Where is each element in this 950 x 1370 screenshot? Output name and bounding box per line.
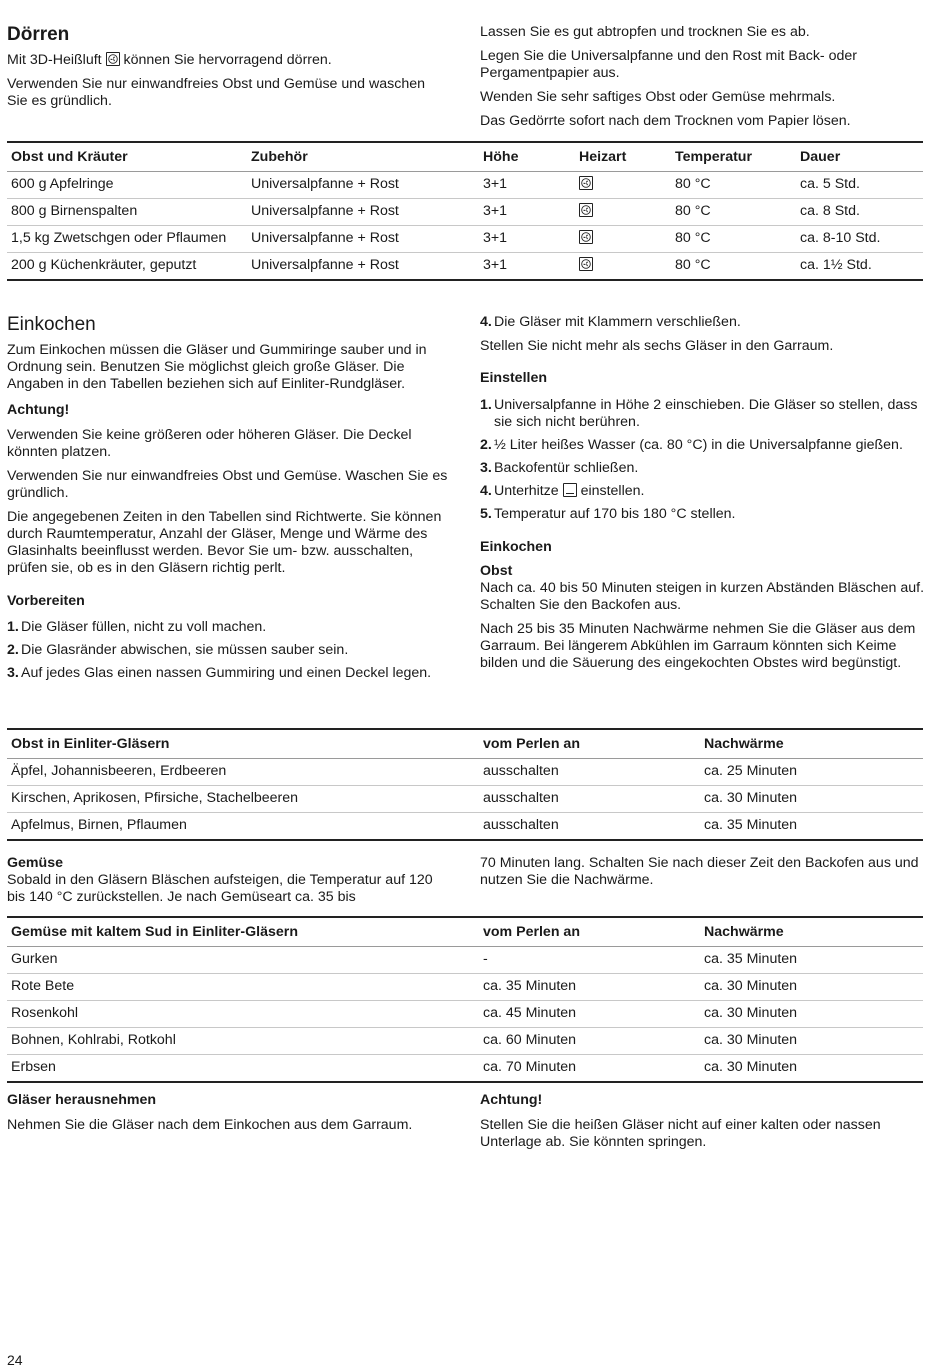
- list-text: Temperatur auf 170 bis 180 °C stellen.: [494, 506, 736, 522]
- einkochen-title: Einkochen: [7, 314, 96, 335]
- th-zubehoer: Zubehör: [247, 142, 479, 172]
- table-cell: 80 °C: [671, 172, 796, 199]
- table-row: [7, 199, 923, 226]
- achtung2-p: Stellen Sie die heißen Gläser nicht auf einer kalten oder nassen Unterlage ab. Sie könnten springen.: [480, 1117, 881, 1150]
- list-number: 4.: [480, 483, 492, 499]
- list-text-before: Unterhitze: [494, 483, 559, 499]
- table-cell: Universalpfanne + Rost: [247, 172, 479, 199]
- obst-table: [7, 728, 923, 841]
- table-cell: ca. 30 Minuten: [700, 974, 923, 1001]
- table-cell: 80 °C: [671, 226, 796, 253]
- list-item: [480, 397, 925, 431]
- table-cell: 1,5 kg Zwetschgen oder Pflaumen: [7, 226, 247, 253]
- table-cell: [575, 199, 671, 226]
- table-cell: 800 g Birnenspalten: [7, 199, 247, 226]
- table-cell: ca. 30 Minuten: [704, 1059, 798, 1075]
- table-cell: ausschalten: [479, 786, 700, 813]
- doerren-right: [480, 24, 925, 137]
- table-row: [7, 974, 923, 1001]
- einkochen-right: [480, 314, 925, 679]
- einstellen-title: Einstellen: [480, 370, 548, 386]
- achtung-p3: Die angegebenen Zeiten in den Tabellen sind Richtwerte. Sie können durch Raumtemperatur, Anzahl der Gläser, Menge und Wärme des Glasinhalts beeinflusst werden. Bevor Sie um- bzw. ausschalten, prüfen sie, ob es in den Gläsern richtig perlt.: [7, 509, 442, 576]
- doerren-p1-after: können Sie hervorragend dörren.: [123, 52, 332, 68]
- table-cell: 80 °C: [675, 257, 711, 273]
- list-text: Universalpfanne in Höhe 2 einschieben. Die Gläser so stellen, dass sie sich nicht berühren.: [494, 397, 918, 430]
- table-cell: 80 °C: [671, 199, 796, 226]
- doerren-left: [7, 24, 447, 117]
- list-item: [7, 642, 452, 659]
- list-item: [480, 483, 925, 500]
- table-row: [7, 759, 923, 786]
- table-cell: Gurken: [7, 947, 479, 974]
- table-row: [7, 1028, 923, 1055]
- doerren-right-p2: Legen Sie die Universalpfanne und den Rost mit Back- oder Pergamentpapier aus.: [480, 48, 857, 81]
- table-cell: [575, 253, 671, 281]
- table-cell: Apfelmus, Birnen, Pflaumen: [11, 817, 187, 833]
- th-obst: Obst in Einliter-Gläsern: [7, 729, 479, 759]
- doerren-right-p3: Wenden Sie sehr saftiges Obst oder Gemüse mehrmals.: [480, 89, 836, 105]
- list-item: [480, 506, 925, 523]
- table-cell: ca. 35 Minuten: [700, 947, 923, 974]
- table-cell: 3+1: [483, 257, 508, 273]
- table-cell: Universalpfanne + Rost: [247, 226, 479, 253]
- table-row: [7, 253, 923, 281]
- table-cell: 3+1: [479, 199, 575, 226]
- einkochen-sub-title: Einkochen: [480, 539, 552, 555]
- list-item: [480, 314, 925, 331]
- list-item: [7, 665, 452, 682]
- table-row: [7, 1001, 923, 1028]
- achtung-p1: Verwenden Sie keine größeren oder höheren Gläser. Die Deckel könnten platzen.: [7, 427, 412, 460]
- einkochen-left: [7, 314, 452, 688]
- list-text: Auf jedes Glas einen nassen Gummiring und einen Deckel legen.: [21, 665, 432, 681]
- gemuese-p-right: 70 Minuten lang. Schalten Sie nach dieser Zeit den Backofen aus und nutzen Sie die Nachwärme.: [480, 855, 919, 888]
- table-cell: ca. 5 Std.: [796, 172, 923, 199]
- th-heizart: Heizart: [575, 142, 671, 172]
- list-number: 5.: [480, 506, 492, 522]
- table-cell: [575, 226, 671, 253]
- table-cell: ca. 30 Minuten: [700, 786, 923, 813]
- table-cell: Universalpfanne + Rost: [247, 199, 479, 226]
- herausnehmen-title: Gläser herausnehmen: [7, 1092, 157, 1108]
- obst-p1: Nach ca. 40 bis 50 Minuten steigen in kurzen Abständen Bläschen auf. Schalten Sie den Backofen aus.: [480, 580, 925, 613]
- table-cell: 3+1: [479, 226, 575, 253]
- einkochen-intro: Zum Einkochen müssen die Gläser und Gummiringe sauber und in Ordnung sein. Benutzen Sie möglichst gleich große Gläser. Die Angaben in den Tabellen beziehen sich auf Einliter-Rundgläser.: [7, 342, 427, 392]
- table-row: [7, 226, 923, 253]
- achtung2-section: [480, 1092, 925, 1158]
- table-cell: ca. 45 Minuten: [479, 1001, 700, 1028]
- table-cell: Bohnen, Kohlrabi, Rotkohl: [7, 1028, 479, 1055]
- bottom-heat-icon: [563, 483, 577, 497]
- doerren-title: Dörren: [7, 24, 70, 45]
- list-text: Backofentür schließen.: [494, 460, 639, 476]
- achtung-p2: Verwenden Sie nur einwandfreies Obst und Gemüse. Waschen Sie es gründlich.: [7, 468, 448, 501]
- table-cell: 200 g Küchenkräuter, geputzt: [11, 257, 197, 273]
- doerren-right-p4: Das Gedörrte sofort nach dem Trocknen vom Papier lösen.: [480, 113, 851, 129]
- fan-icon: [579, 203, 593, 217]
- th-gemuese: Gemüse mit kaltem Sud in Einliter-Gläsern: [7, 917, 479, 947]
- table-cell: ca. 25 Minuten: [700, 759, 923, 786]
- table-row: [7, 947, 923, 974]
- table-row: [7, 1055, 923, 1083]
- th-dauer: Dauer: [796, 142, 923, 172]
- list-item: [480, 460, 925, 477]
- list-number: 1.: [480, 397, 492, 413]
- doerren-right-p1: Lassen Sie es gut abtropfen und trocknen Sie es ab.: [480, 24, 810, 40]
- list-text: Die Gläser mit Klammern verschließen.: [494, 314, 741, 330]
- doerren-p2: Verwenden Sie nur einwandfreies Obst und Gemüse und waschen Sie es gründlich.: [7, 76, 425, 109]
- list-text: [494, 483, 925, 500]
- th-hoehe: Höhe: [479, 142, 575, 172]
- list-number: 2.: [480, 437, 492, 453]
- th-obst-kraeuter: Obst und Kräuter: [7, 142, 247, 172]
- th-nachwaerme: Nachwärme: [700, 917, 923, 947]
- table-cell: Universalpfanne + Rost: [251, 257, 399, 273]
- table-cell: ca. 35 Minuten: [479, 974, 700, 1001]
- fan-icon: [579, 257, 593, 271]
- table-cell: ca. 60 Minuten: [479, 1028, 700, 1055]
- gemuese-left: [7, 855, 452, 913]
- table-cell: 600 g Apfelringe: [7, 172, 247, 199]
- fan-icon: [579, 230, 593, 244]
- gemuese-right: [480, 855, 925, 896]
- list-number: 2.: [7, 642, 19, 658]
- obst-title: Obst: [480, 563, 513, 579]
- table-cell: -: [479, 947, 700, 974]
- vorbereiten-title: Vorbereiten: [7, 593, 85, 609]
- doerren-table: [7, 141, 923, 281]
- table-cell: ca. 1½ Std.: [800, 257, 872, 273]
- max-glasses-note: Stellen Sie nicht mehr als sechs Gläser in den Garraum.: [480, 338, 834, 354]
- th-vom-perlen-an: vom Perlen an: [479, 729, 700, 759]
- list-number: 3.: [7, 665, 19, 681]
- achtung2-title: Achtung!: [480, 1092, 543, 1108]
- list-item: [480, 437, 925, 454]
- list-text: Die Glasränder abwischen, sie müssen sauber sein.: [21, 642, 349, 658]
- th-temperatur: Temperatur: [671, 142, 796, 172]
- table-cell: ausschalten: [479, 759, 700, 786]
- table-cell: Äpfel, Johannisbeeren, Erdbeeren: [7, 759, 479, 786]
- table-cell: Rosenkohl: [7, 1001, 479, 1028]
- table-row: [7, 813, 923, 841]
- table-header-row: [7, 142, 923, 172]
- gemuese-title: Gemüse: [7, 855, 63, 871]
- gemuese-p-left: Sobald in den Gläsern Bläschen aufsteigen, die Temperatur auf 120 bis 140 °C zurückstellen. Je nach Gemüseart ca. 35 bis: [7, 872, 433, 905]
- table-row: [7, 786, 923, 813]
- table-cell: ca. 8-10 Std.: [796, 226, 923, 253]
- doerren-p1: [7, 52, 447, 69]
- herausnehmen-p: Nehmen Sie die Gläser nach dem Einkochen aus dem Garraum.: [7, 1117, 413, 1133]
- doerren-p1-before: Mit 3D-Heißluft: [7, 52, 102, 68]
- table-header-row: [7, 729, 923, 759]
- fan-icon: [106, 52, 120, 66]
- table-cell: [575, 172, 671, 199]
- table-cell: ca. 70 Minuten: [483, 1059, 577, 1075]
- obst-p2: Nach 25 bis 35 Minuten Nachwärme nehmen Sie die Gläser aus dem Garraum. Bei längerem Abkühlen im Garraum könnten sich Keime bilden und die Säuerung des eingekochten Obstes wird begünstigt.: [480, 621, 916, 671]
- page-number: 24: [7, 1352, 23, 1368]
- list-text: ½ Liter heißes Wasser (ca. 80 °C) in die Universalpfanne gießen.: [494, 437, 903, 453]
- list-text: Die Gläser füllen, nicht zu voll machen.: [21, 619, 267, 635]
- table-cell: Rote Bete: [7, 974, 479, 1001]
- table-header-row: [7, 917, 923, 947]
- table-cell: ca. 35 Minuten: [704, 817, 798, 833]
- table-cell: ca. 8 Std.: [796, 199, 923, 226]
- list-number: 4.: [480, 314, 492, 330]
- list-number: 3.: [480, 460, 492, 476]
- table-cell: ca. 30 Minuten: [700, 1028, 923, 1055]
- th-nachwaerme: Nachwärme: [700, 729, 923, 759]
- table-row: [7, 172, 923, 199]
- table-cell: Erbsen: [11, 1059, 56, 1075]
- table-cell: 3+1: [479, 172, 575, 199]
- herausnehmen-section: [7, 1092, 437, 1141]
- list-number: 1.: [7, 619, 19, 635]
- table-cell: Kirschen, Aprikosen, Pfirsiche, Stachelbeeren: [7, 786, 479, 813]
- list-text-after: einstellen.: [580, 483, 645, 499]
- th-vom-perlen-an: vom Perlen an: [479, 917, 700, 947]
- gemuese-table: [7, 916, 923, 1083]
- achtung-title: Achtung!: [7, 402, 70, 418]
- fan-icon: [579, 176, 593, 190]
- table-cell: ausschalten: [483, 817, 559, 833]
- list-item: [7, 619, 452, 636]
- table-cell: ca. 30 Minuten: [700, 1001, 923, 1028]
